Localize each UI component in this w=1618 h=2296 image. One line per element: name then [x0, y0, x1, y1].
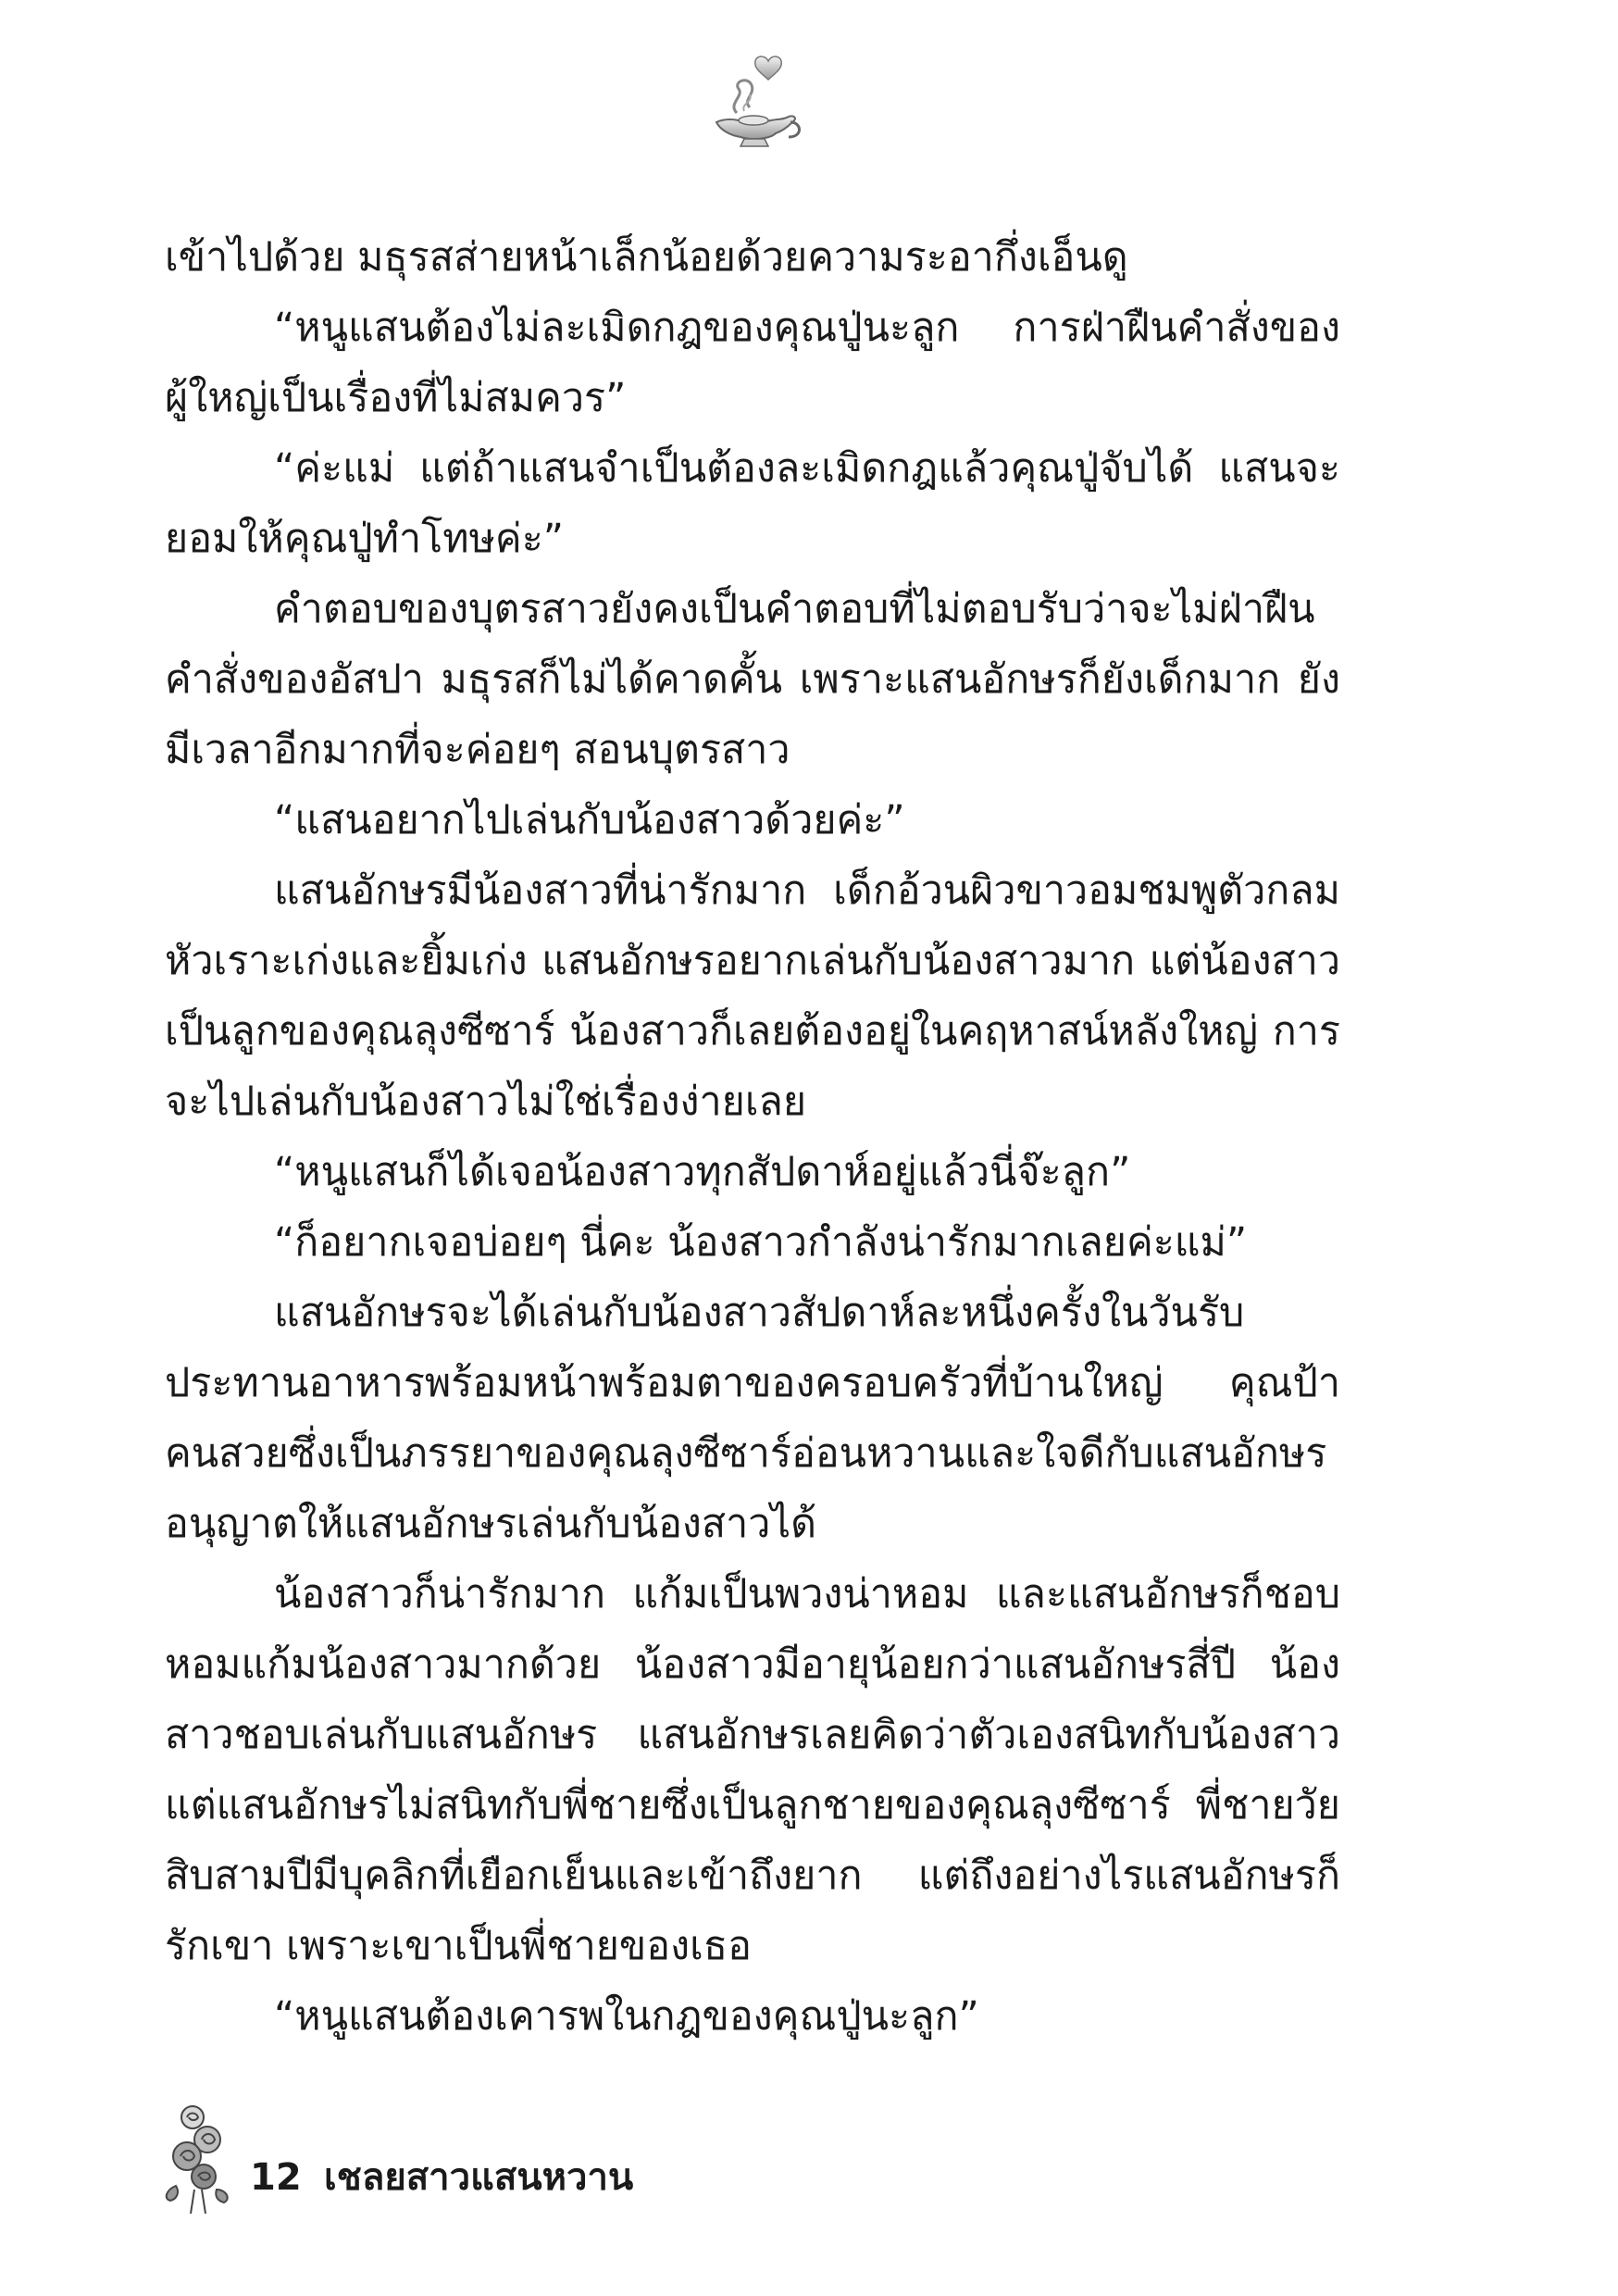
paragraph: “หนูแสนต้องไม่ละเมิดกฎของคุณปู่นะลูก การฝ่าฝืนคำสั่งของผู้ใหญ่เป็นเรื่องที่ไม่สมควร”: [165, 305, 1340, 421]
paragraph: “ค่ะแม่ แต่ถ้าแสนจำเป็นต้องละเมิดกฎแล้วคุณปู่จับได้ แสนจะยอมให้คุณปู่ทำโทษค่ะ”: [165, 445, 1340, 562]
paragraph: คำตอบของบุตรสาวยังคงเป็นคำตอบที่ไม่ตอบรับว่าจะไม่ฝ่าฝืนคำสั่งของอัสปา มธุรสก็ไม่ได้คาดคั้น เพราะแสนอักษรก็ยังเด็กมาก ยังมีเวลาอีกมากที่จะค่อยๆ สอนบุตรสาว: [165, 586, 1340, 773]
paragraph: แสนอักษรมีน้องสาวที่น่ารักมาก เด็กอ้วนผิวขาวอมชมพูตัวกลมหัวเราะเก่งและยิ้มเก่ง แสนอักษรอยากเล่นกับน้องสาวมาก แต่น้องสาวเป็นลูกของคุณลุงซีซาร์ น้องสาวก็เลยต้องอยู่ในคฤหาสน์หลังใหญ่ การจะไปเล่นกับน้องสาวไม่ใช่เรื่องง่ายเลย: [165, 867, 1340, 1125]
paragraph: เข้าไปด้วย มธุรสส่ายหน้าเล็กน้อยด้วยความระอากึ่งเอ็นดู: [165, 234, 1128, 281]
page-number: 12: [250, 2156, 302, 2199]
paragraph: แสนอักษรจะได้เล่นกับน้องสาวสัปดาห์ละหนึ่งครั้งในวันรับประทานอาหารพร้อมหน้าพร้อมตาของครอบครัวที่บ้านใหญ่ คุณป้าคนสวยซึ่งเป็นภรรยาของคุณลุงซีซาร์อ่อนหวานและใจดีกับแสนอักษร อนุญาตให้แสนอักษรเล่นกับน้องสาวได้: [165, 1290, 1340, 1547]
rose-bouquet-icon: [157, 2097, 241, 2217]
paragraph: “ก็อยากเจอบ่อยๆ นี่คะ น้องสาวกำลังน่ารักมากเลยค่ะแม่”: [274, 1219, 1248, 1266]
body-text: [165, 222, 1340, 2052]
page-footer: [157, 2097, 898, 2217]
paragraph: “แสนอยากไปเล่นกับน้องสาวด้วยค่ะ”: [274, 797, 905, 843]
book-title: เชลยสาวแสนหวาน: [324, 2156, 634, 2199]
paragraph: “หนูแสนต้องเคารพในกฎของคุณปู่นะลูก”: [274, 1993, 979, 2040]
paragraph: น้องสาวก็น่ารักมาก แก้มเป็นพวงน่าหอม และแสนอักษรก็ชอบหอมแก้มน้องสาวมากด้วย น้องสาวมีอายุน้อยกว่าแสนอักษรสี่ปี น้องสาวชอบเล่นกับแสนอักษร แสนอักษรเลยคิดว่าตัวเองสนิทกับน้องสาว แต่แสนอักษรไม่สนิทกับพี่ชายซึ่งเป็นลูกชายของคุณลุงซีซาร์ พี่ชายวัยสิบสามปีมีบุคลิกที่เยือกเย็นและเข้าถึงยาก แต่ถึงอย่างไรแสนอักษรก็รักเขา เพราะเขาเป็นพี่ชายของเธอ: [165, 1571, 1340, 1969]
genie-lamp-heart-icon: [700, 48, 811, 159]
paragraph: “หนูแสนก็ได้เจอน้องสาวทุกสัปดาห์อยู่แล้วนี่จ๊ะลูก”: [274, 1149, 1131, 1195]
